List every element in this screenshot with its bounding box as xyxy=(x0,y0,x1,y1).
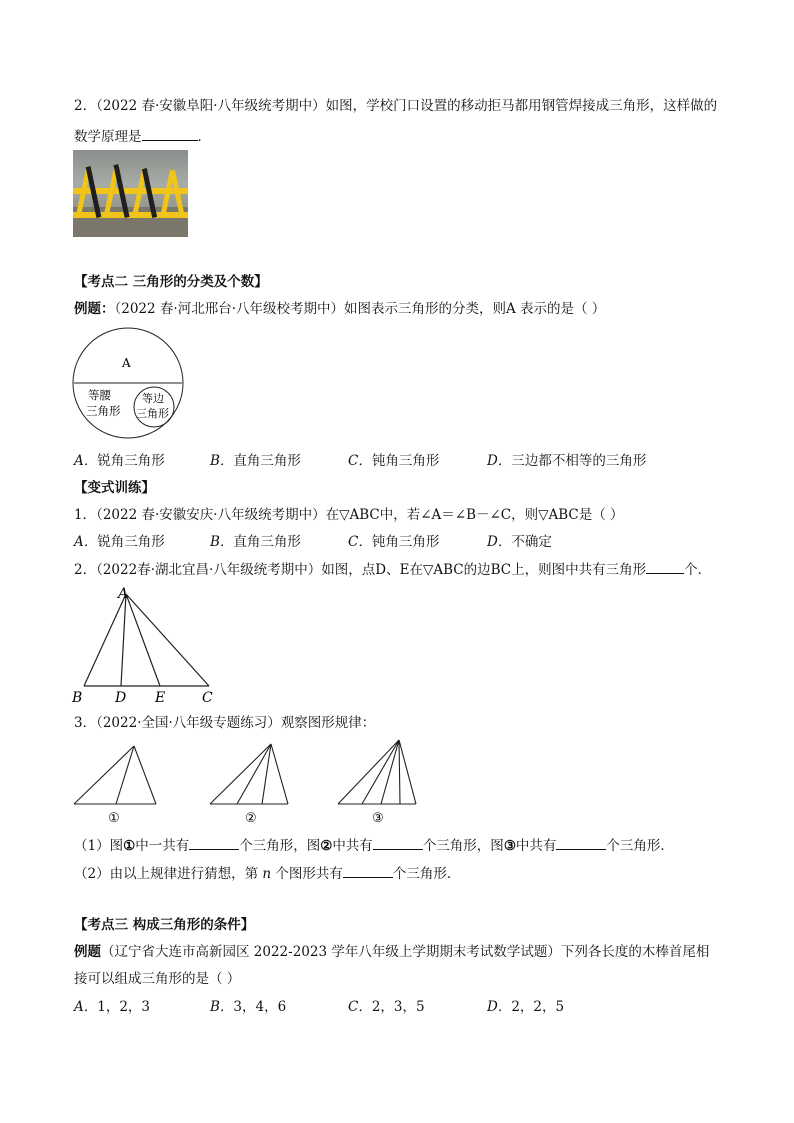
variant-q2-text: 2．（2022春·湖北宜昌·八年级统考期中）如图，点D、E在▽ABC的边BC上，则图中共有三角形 个． xyxy=(74,559,711,580)
section-2-title: 【考点二 三角形的分类及个数】 xyxy=(74,274,268,290)
answer-blank xyxy=(343,863,393,878)
section-3-example-line-2: 接可以组成三角形的是（ ） xyxy=(74,971,241,987)
figure-3-label: ③ xyxy=(372,811,384,826)
section-3-option-b[interactable]: B．3，4，6 xyxy=(210,999,287,1015)
triangle-classification-diagram xyxy=(70,327,190,442)
section-3-title: 【考点三 构成三角形的条件】 xyxy=(74,917,255,933)
variant-q1-option-d[interactable]: D．不确定 xyxy=(487,534,552,550)
region-a-label: A xyxy=(122,356,131,370)
question-2-suffix: ． xyxy=(197,129,211,145)
point-d-label: D xyxy=(115,690,127,706)
isosceles-label-2: 三角形 xyxy=(86,404,121,418)
point-b-label: B xyxy=(72,690,83,706)
question-2-line-2 xyxy=(74,126,211,147)
variant-q1-option-a[interactable]: A．锐角三角形 xyxy=(74,534,165,550)
point-a-label: A xyxy=(118,586,129,602)
answer-blank xyxy=(373,835,423,850)
example-label: 例题： xyxy=(74,301,115,317)
triangle-pattern-figures xyxy=(70,738,440,828)
question-2-line-1: 2．（2022 春·安徽阜阳·八年级统考期中）如图，学校门口设置的移动拒马都用钢管焊接成三角形，这样做的 xyxy=(74,98,718,114)
example-text: （2022 春·河北邢台·八年级校考期中）如图表示三角形的分类，则A 表示的是（ ） xyxy=(114,301,606,317)
figure-1-label: ① xyxy=(108,811,120,826)
point-e-label: E xyxy=(155,690,166,706)
answer-blank xyxy=(189,835,239,850)
answer-blank xyxy=(646,559,684,574)
triangle-bdec-figure xyxy=(68,584,228,706)
equilateral-label-1: 等边 xyxy=(142,392,164,405)
section-3-example-line-1: 例题（辽宁省大连市高新园区 2022-2023 学年八年级上学期期末考试数学试题）下列各长度的木棒首尾相 xyxy=(74,944,710,960)
variant-title: 【变式训练】 xyxy=(74,480,155,496)
section-2-example xyxy=(74,299,605,319)
variant-q1-option-b[interactable]: B．直角三角形 xyxy=(210,534,301,550)
equilateral-label-2: 三角形 xyxy=(136,407,169,420)
example-label: 例题 xyxy=(74,944,101,960)
variant-q1-option-c[interactable]: C．钝角三角形 xyxy=(348,534,440,550)
option-a[interactable]: A．锐角三角形 xyxy=(74,453,165,469)
variant-q3-sub1: （1）图①中一共有 个三角形，图②中共有 个三角形，图③中共有 个三角形． xyxy=(74,835,674,856)
section-3-option-c[interactable]: C．2，3，5 xyxy=(348,999,425,1015)
variant-q3-sub2: （2）由以上规律进行猜想，第 n 个图形共有 个三角形． xyxy=(74,863,460,884)
variant-q3-text: 3．（2022·全国·八年级专题练习）观察图形规律： xyxy=(74,715,376,731)
option-b[interactable]: B．直角三角形 xyxy=(210,453,301,469)
barrier-photo xyxy=(73,150,188,237)
point-c-label: C xyxy=(202,690,213,706)
answer-blank xyxy=(142,126,198,141)
option-d[interactable]: D．三边都不相等的三角形 xyxy=(487,453,647,469)
isosceles-label-1: 等腰 xyxy=(88,388,111,402)
question-2-prefix: 数学原理是 xyxy=(74,129,142,145)
option-c[interactable]: C．钝角三角形 xyxy=(348,453,440,469)
section-3-option-a[interactable]: A．1，2，3 xyxy=(74,999,151,1015)
figure-2-label: ② xyxy=(245,811,257,826)
variant-q1-text: 1．（2022 春·安徽安庆·八年级统考期中）在▽ABC中，若∠A＝∠B－∠C，则▽ABC是（ ） xyxy=(74,507,624,523)
answer-blank xyxy=(556,835,606,850)
section-3-option-d[interactable]: D．2，2，5 xyxy=(487,999,565,1015)
